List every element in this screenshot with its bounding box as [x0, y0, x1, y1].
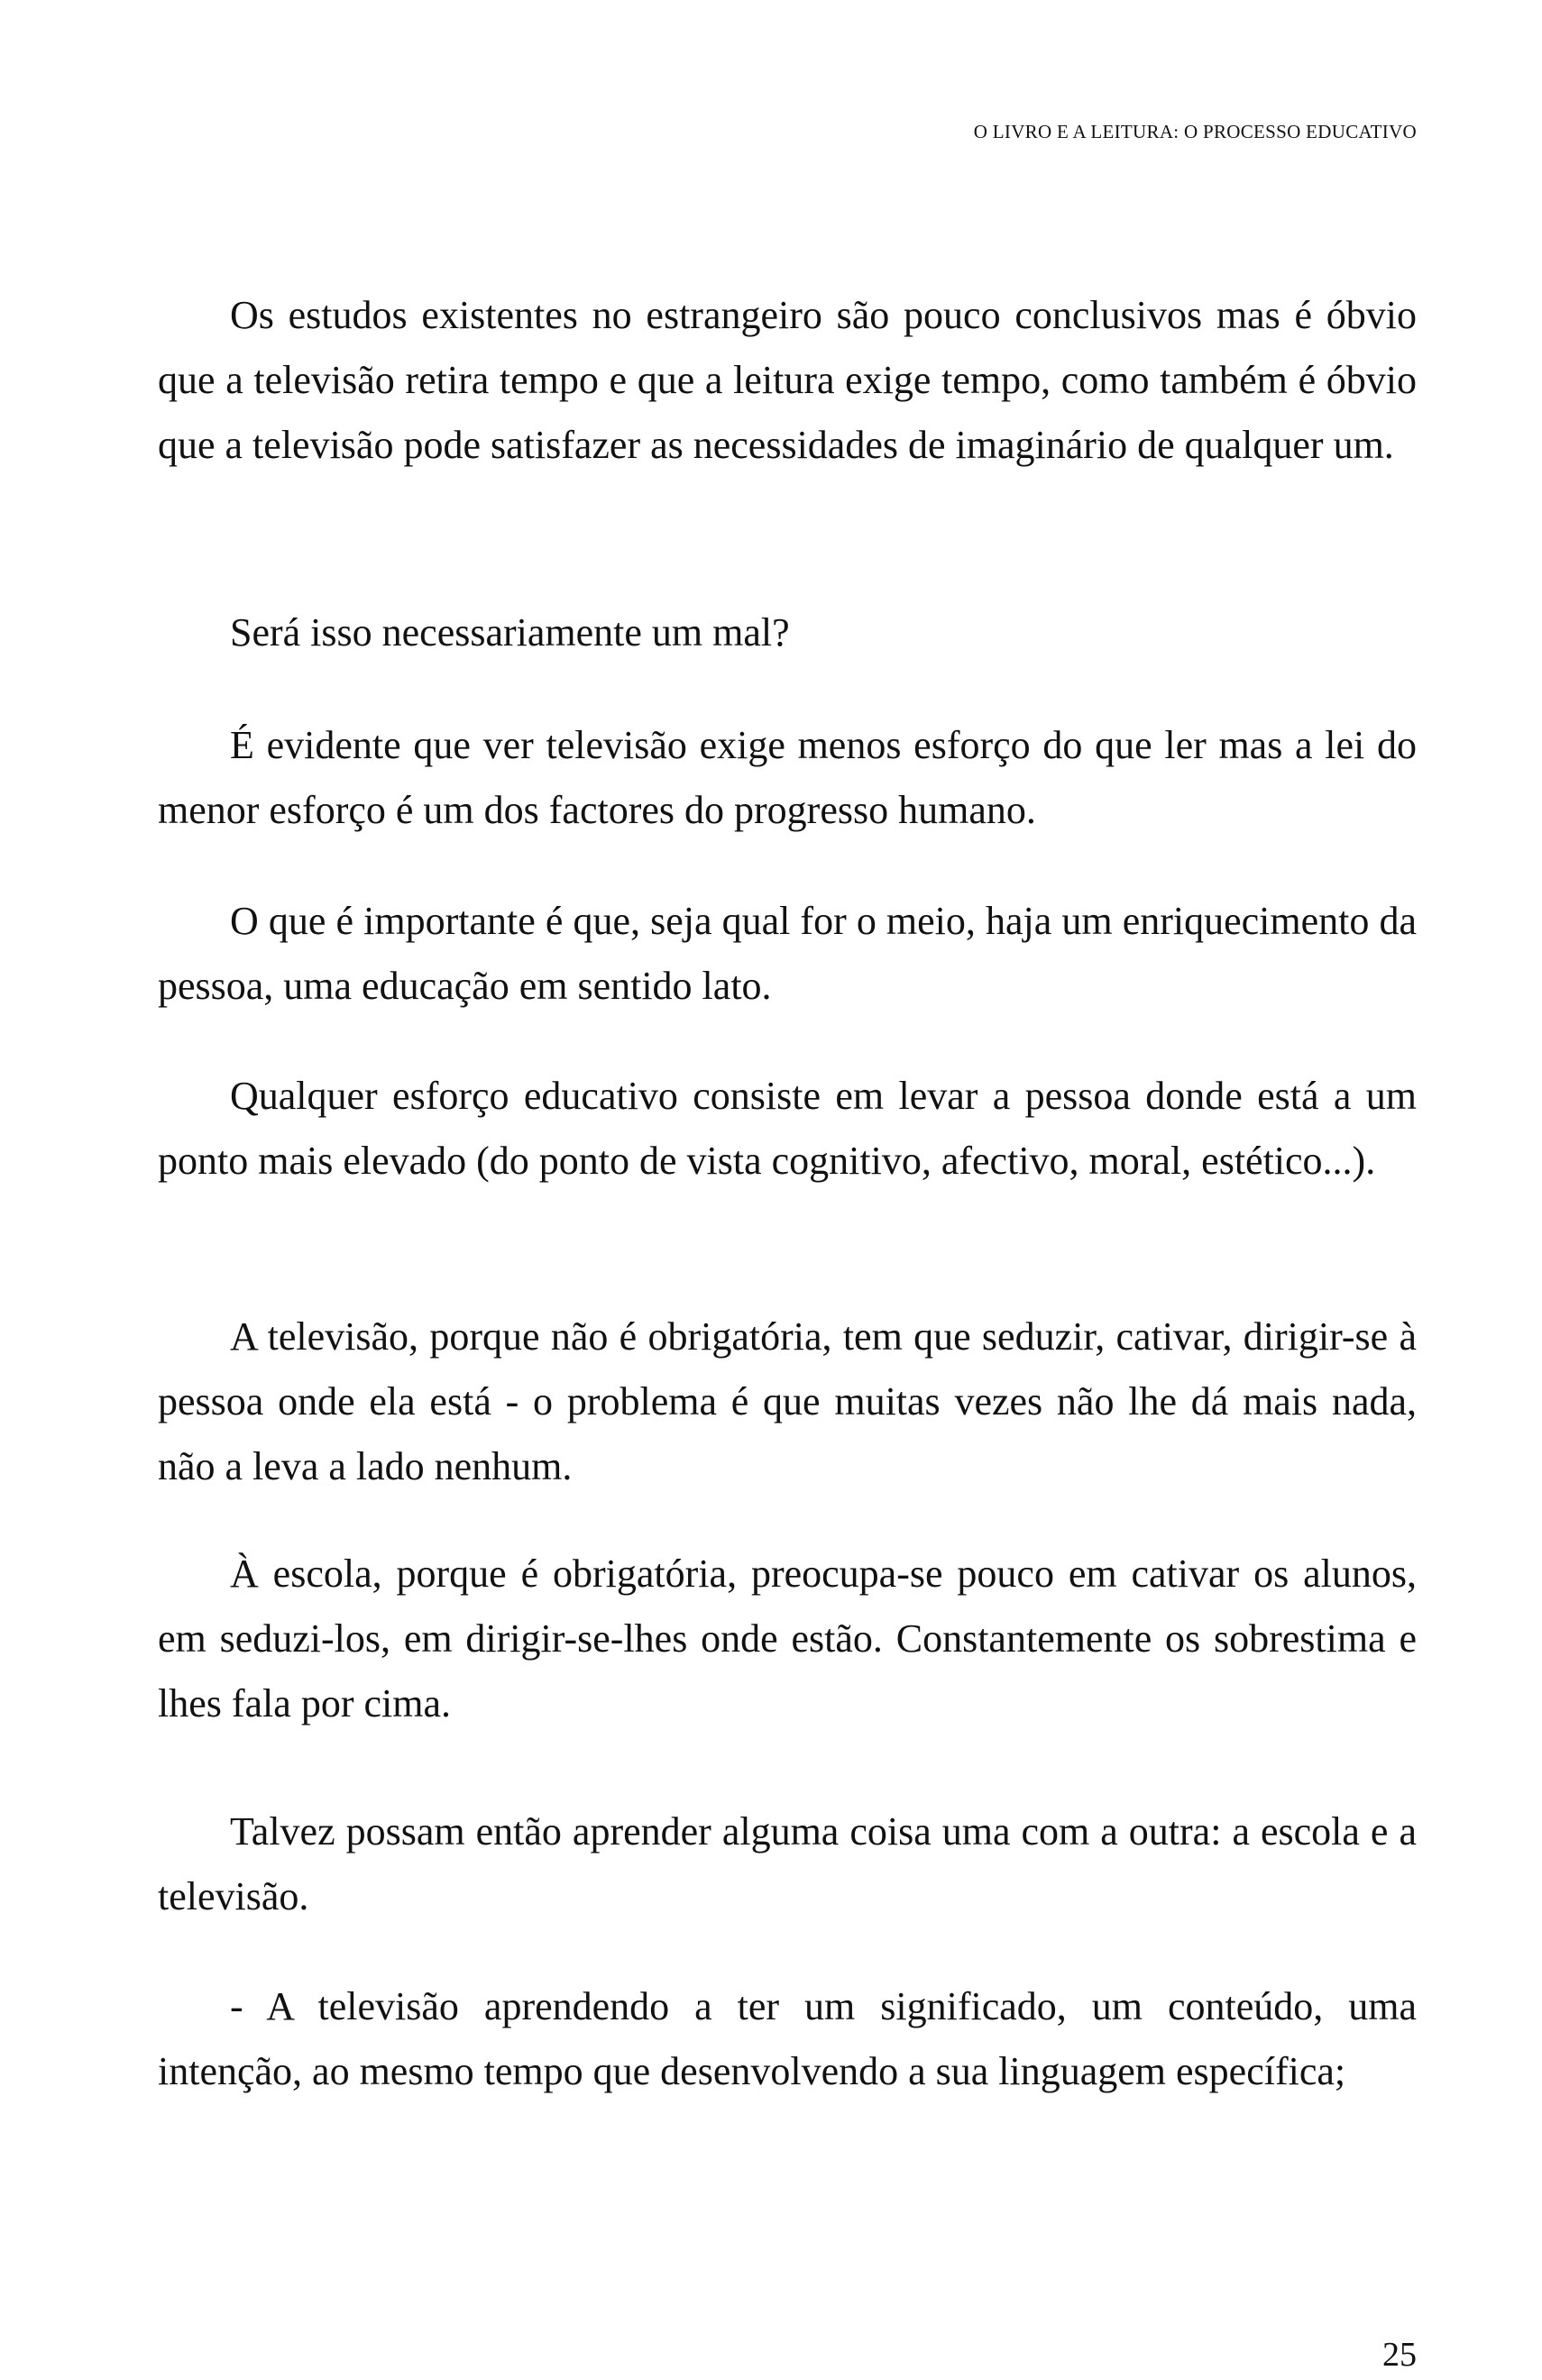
paragraph: O que é importante é que, seja qual for o meio, haja um enriquecimento da pessoa, uma educação em sentido lato. [158, 899, 1417, 1008]
paragraph: - A televisão aprendendo a ter um significado, um conteúdo, uma intenção, ao mesmo tempo que desenvolvendo a sua linguagem específica; [158, 1984, 1417, 2093]
paragraph: À escola, porque é obrigatória, preocupa-se pouco em cativar os alunos, em seduzi-los, em dirigir-se-lhes onde estão. Constantemente os sobrestima e lhes fala por cima. [158, 1552, 1417, 1726]
paragraph: Talvez possam então aprender alguma coisa uma com a outra: a escola e a televisão. [158, 1809, 1417, 1918]
paragraph: A televisão, porque não é obrigatória, tem que seduzir, cativar, dirigir-se à pessoa onde ela está - o problema é que muitas vezes não lhe dá mais nada, não a leva a lado nenhum. [158, 1314, 1417, 1488]
page-number: 25 [1382, 2336, 1417, 2374]
running-header: O LIVRO E A LEITURA: O PROCESSO EDUCATIVO [973, 121, 1417, 142]
paragraph: É evidente que ver televisão exige menos esforço do que ler mas a lei do menor esforço é um dos factores do progresso humano. [158, 723, 1417, 832]
paragraph: Os estudos existentes no estrangeiro são pouco conclusivos mas é óbvio que a televisão retira tempo e que a leitura exige tempo, como também é óbvio que a televisão pode satisfazer as necessidades de imaginário de qualquer um. [158, 293, 1417, 467]
paragraph: Qualquer esforço educativo consiste em levar a pessoa donde está a um ponto mais elevado (do ponto de vista cognitivo, afectivo, moral, estético...). [158, 1074, 1417, 1183]
paragraph: Será isso necessariamente um mal? [230, 610, 790, 654]
